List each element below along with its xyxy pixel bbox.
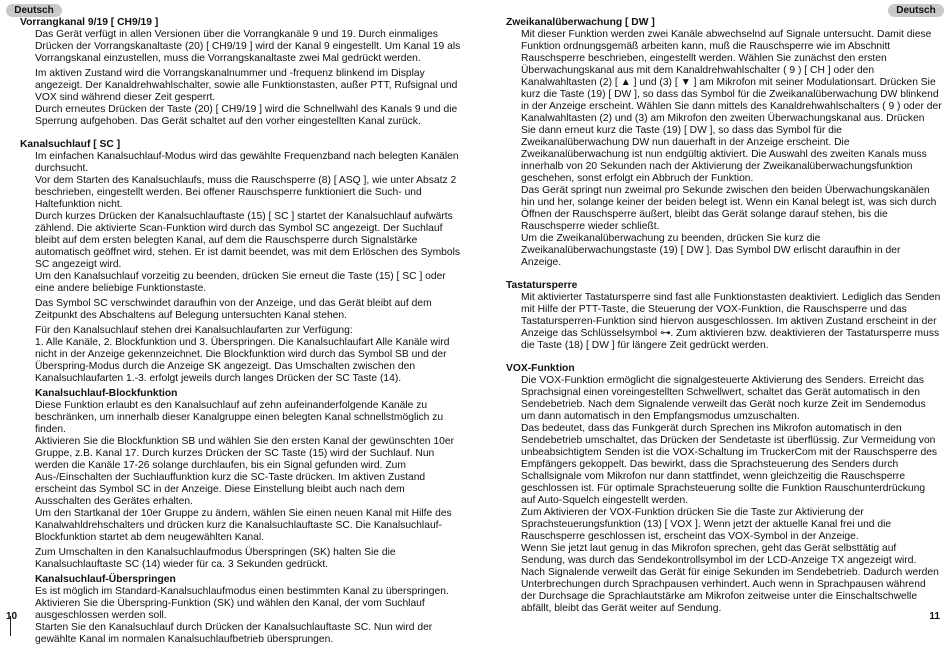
paragraph: Nach Signalende verweilt das Gerät für einige Sekunden im Sendebetrieb. Dadurch werden Unterbrechungen durch Sprachpausen verhindert. Auch wenn in Sprachpausen während der Durchsage die Sprachlautstärke am Mikrofon zeitweise unter die Einschaltschwelle abfällt, bleibt das Gerät weiter auf Sendung.: [521, 567, 939, 614]
paragraph: Zum Umschalten in den Kanalsuchlaufmodus Überspringen (SK) halten Sie die Kanalsuchlauftaste SC (14) wieder für ca. 3 Sekunden gedrückt.: [35, 547, 396, 570]
paragraph: Um den Startkanal der 10er Gruppe zu ändern, wählen Sie einen neuen Kanal mit Hilfe des Kanalwahldrehschalters und drücken kurz die Kanalsuchlauftaste SC. Die Kanalsuchlauf-Blockfunktion startet ab dem neugewählten Kanal.: [35, 508, 452, 543]
paragraph: Im einfachen Kanalsuchlauf-Modus wird das gewählte Frequenzband nach belegten Kanälen durchsucht.: [35, 151, 459, 174]
paragraph: Wenn Sie jetzt laut genug in das Mikrofon sprechen, geht das Gerät selbsttätig auf Sendung, was durch das Sendekontrollsymbol im der LCD-Anzeige TX angezeigt wird.: [521, 543, 917, 566]
section-heading: Kanalsuchlauf [ SC ]: [20, 139, 121, 150]
paragraph: 1. Alle Kanäle, 2. Blockfunktion und 3. Überspringen. Die Kanalsuchlaufart Alle Kanäle wird nicht in der Anzeige gekennzeichnet. Die Blockfunktion wird durch das Symbol SB und der Überspring-Modus durch die Anzeige SK angezeigt. Das Umschalten zwischen den Kanalsuchlaufarten 1.-3. erfolgt jeweils durch langes Drücken der SC Taste (14).: [35, 337, 450, 384]
paragraph: Aktivieren Sie die Blockfunktion SB und wählen Sie den ersten Kanal der gewünschten 10er Gruppe, z.B. Kanal 17. Durch kurzes Drücken der SC Taste (15) wird der Suchlauf. Nun werden die Kanäle 17-26 solange durchlaufen, bis ein Signal gefunden wird. Zum Aus-/Einschalten der Suchlauffunktion kurz die SC-Taste drücken. Im aktiven Zustand erscheint das Symbol SC in der Anzeige. Diese Einstellung bleibt auch nach dem Ausschalten des Gerätes erhalten.: [35, 436, 454, 507]
section-heading: Vorrangkanal 9/19 [ CH9/19 ]: [20, 17, 159, 28]
paragraph: Für den Kanalsuchlauf stehen drei Kanalsuchlaufarten zur Verfügung:: [35, 325, 353, 336]
paragraph: Im aktiven Zustand wird die Vorrangskanalnummer und -frequenz blinkend im Display angezeigt. Der Kanaldrehwahlschalter, sowie alle Funktionstasten, außer PTT, Rufsignal und VOX sind während dieser Zeit gesperrt.: [35, 68, 458, 103]
subsection-heading: Kanalsuchlauf-Überspringen: [35, 574, 176, 585]
paragraph: Um die Zweikanalüberwachung zu beenden, drücken Sie kurz die Zweikanalüberwachungstaste (19) [ DW ]. Das Symbol DW erlischt daraufhin in der Anzeige.: [521, 233, 901, 268]
spacer: [506, 269, 942, 280]
paragraph: Das Gerät springt nun zweimal pro Sekunde zwischen den beiden Überwachungskanälen hin und her, solange keiner der beiden belegt ist. Wenn ein Kanal belegt ist, was sich durch Öffnen der Rauschsperre äußert, bleibt das Gerät solange darauf stehen, bis die Rauschsperre wieder schließt.: [521, 185, 937, 232]
paragraph: Mit aktivierter Tastatursperre sind fast alle Funktionstasten deaktiviert. Lediglich das Senden mit Hilfe der PTT-Taste, die Steuerung der VOX-Funktion, die Rauschsperre und das Tastatursperren-Funktion sind hiervon ausgeschlossen. Im aktiven Zustand erscheint in der Anzeige das Schlüsselsymbol ⊶. Zum aktivieren bzw. deaktivieren der Tastatursperre muss die Taste (18) [ DW ] für längere Zeit gedrückt werden.: [521, 292, 941, 351]
subsection-heading: Kanalsuchlauf-Blockfunktion: [35, 388, 178, 399]
paragraph: Durch kurzes Drücken der Kanalsuchlauftaste (15) [ SC ] startet der Kanalsuchlauf aufwärts zählend. Die aktivierte Scan-Funktion wird durch das Symbol SC angezeigt. Der Suchlauf bleibt auf dem ersten belegten Kanal, auf dem die Rauschsperre durch Signalstärke automatisch geöffnet wird, stehen. Er ist damit beendet, was mit dem Erlöschen des Symbols SC angezeigt wird.: [35, 211, 461, 270]
paragraph: Aktivieren Sie die Überspring-Funktion (SK) und wählen den Kanal, der vom Suchlauf ausgeschlossen werden soll.: [35, 598, 425, 621]
right-page: [478, 0, 950, 638]
spacer: [20, 128, 462, 139]
paragraph: Diese Funktion erlaubt es den Kanalsuchlauf auf zehn aufeinanderfolgende Kanäle zu beschränken, um innerhalb dieser Kanalgruppe einen belegten Kanal schnellstmöglich zu finden.: [35, 400, 444, 435]
paragraph: Das Symbol SC verschwindet daraufhin von der Anzeige, und das Gerät bleibt auf dem Zeitpunkt des Abschaltens auf Belegung untersuchten Kanal stehen.: [35, 298, 432, 321]
paragraph: Vor dem Starten des Kanalsuchlaufs, muss die Rauschsperre (8) [ ASQ ], wie unter Absatz 2 beschrieben, eingestellt werden. Bei offener Rauschsperre funktioniert die Such- und Haltefunktion nicht.: [35, 175, 457, 210]
paragraph: Das bedeutet, dass das Funkgerät durch Sprechen ins Mikrofon automatisch in den Sendebetrieb umschaltet, das Drücken der Sendetaste ist überflüssig. Zur Vermeidung von unbeabsichtigtem Senden ist die VOX-Schaltung im TruckerCom mit der Rauschsperre des Empfängers gekoppelt. Das bewirkt, dass die Sprachsteuerung des Senders durch Schallsignale vom Mikrofon nur dann stattfindet, wenn gleichzeitig die Rauschsperre geschlossen ist. Für optimale Sprachsteuerung sollte die Funktion Rauschunterdrückung auf Auto-Squelch eingestellt werden.: [521, 423, 938, 506]
page-number-right: 11: [929, 611, 940, 622]
section-heading: VOX-Funktion: [506, 363, 575, 374]
paragraph: Durch erneutes Drücken der Taste (20) [ CH9/19 ] wird die Schnellwahl des Kanals 9 und die Sperrung aufgehoben. Das Gerät schaltet auf den vorher eingestellten Kanal zurück.: [35, 104, 458, 127]
spacer: [506, 352, 942, 363]
paragraph: Starten Sie den Kanalsuchlauf durch Drücken der Kanalsuchlauftaste SC. Nun wird der gewählte Kanal im normalen Kanalsuchlaufbetrieb übersprungen.: [35, 622, 433, 645]
left-page: [0, 0, 470, 645]
paragraph: Die VOX-Funktion ermöglicht die signalgesteuerte Aktivierung des Senders. Erreicht das Sprachsignal einen voreingestellten Schwellwert, schaltet das Gerät automatisch in den Sendebetrieb. Nach dem Signalende verweilt das Gerät noch kurze Zeit im Sendemodus um dann automatisch in den Empfangsmodus umzuschalten.: [521, 375, 926, 422]
section-heading: Tastatursperre: [506, 280, 578, 291]
left-page-content: [20, 17, 462, 646]
paragraph: Es ist möglich im Standard-Kanalsuchlaufmodus einen bestimmten Kanal zu überspringen.: [35, 586, 449, 597]
right-page-content: [506, 17, 942, 615]
paragraph: Um den Kanalsuchlauf vorzeitig zu beenden, drücken Sie erneut die Taste (15) [ SC ] oder eine andere beliebige Funktionstaste.: [35, 271, 446, 294]
language-tab-right: Deutsch: [888, 4, 944, 17]
paragraph: Zum Aktivieren der VOX-Funktion drücken Sie die Taste zur Aktivierung der Sprachsteuerungsfunktion (13) [ VOX ]. Wenn jetzt der aktuelle Kanal frei und die Rauschsperre geschlossen ist, erscheint das VOX-Symbol in der Anzeige.: [521, 507, 892, 542]
section-heading: Zweikanalüberwachung [ DW ]: [506, 17, 655, 28]
page-number-left: 10: [6, 611, 18, 622]
paragraph: Mit dieser Funktion werden zwei Kanäle abwechselnd auf Signale untersucht. Damit diese Funktion ordnungsgemäß arbeiten kann, muß die Rauschsperre wie im Abschnitt Rauschsperre beschrieben, eingestellt werden. Wählen Sie zunächst den ersten Überwachungskanal aus mit dem Kanaldrehwahlschalter ( 9 ) [ CH ] oder den Kanalwahltasten (2) [ ▲ ] und (3) [ ▼ ] am Mikrofon mit seiner Modulationsart. Drücken Sie kurz die Taste (19) [ DW ], so dass das Symbol für die Zweikanalüberwachung DW blinkend in der Anzeige erscheint. Wählen Sie dann mittels des Kanaldrehwahlschalters ( 9 ) oder der Kanalwahltasten (2) und (3) am Mikrofon den zweiten Überwachungskanal aus. Drücken Sie dann erneut kurz die Taste (19) [ DW ], so dass das Symbol für die Zweikanalüberwachung DW nun dauerhaft in der Anzeige erscheint. Die Zweikanalüberwachung ist nun endgültig aktiviert. Die Auswahl des zweiten Kanals muss innerhalb von 20 Sekunden nach der Aktivierung der Zweikanalüberwachungsfunktion geschehen, sonst erfolgt ein Abbruch der Funktion.: [521, 29, 942, 184]
paragraph: Das Gerät verfügt in allen Versionen über die Vorrangkanäle 9 und 19. Durch einmaliges Drücken der Vorrangskanaltaste (20) [ CH9/19 ] wird der Kanal 9 eingestellt. Um Kanal 19 als Vorrangskanal einzustellen, muss die Vorrangskanaltaste zwei Mal gedrückt werden.: [35, 29, 461, 64]
language-tab-left: Deutsch: [6, 4, 62, 17]
